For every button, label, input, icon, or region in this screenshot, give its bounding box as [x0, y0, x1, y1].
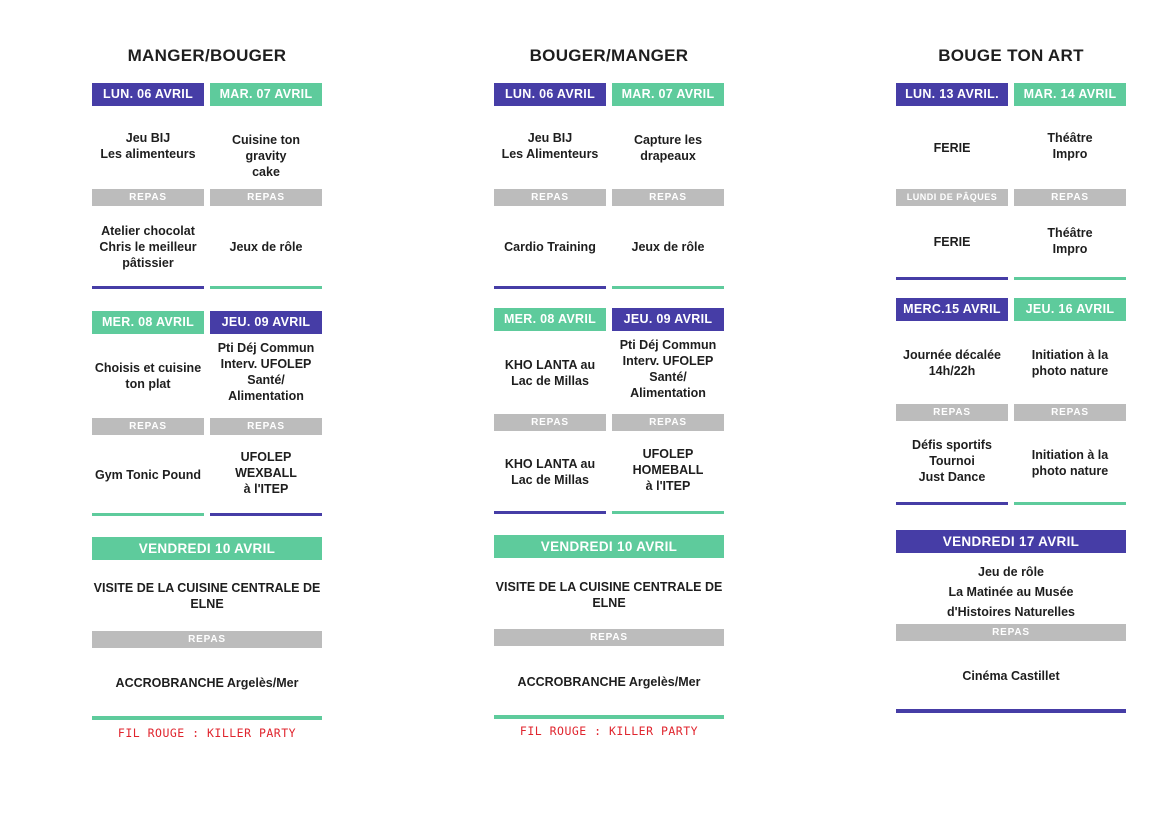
afternoon-activity	[612, 446, 724, 494]
morning-activity	[1014, 130, 1126, 162]
morning-activity	[92, 360, 204, 392]
morning-activity	[1014, 347, 1126, 379]
morning-activity-line: Initiation à la	[1031, 348, 1109, 362]
afternoon-activity-line: Impro	[1052, 242, 1088, 256]
morning-activity-line: Théâtre	[1047, 131, 1093, 145]
morning-activity	[494, 130, 606, 162]
afternoon-activity	[896, 234, 1008, 250]
afternoon-activity	[92, 467, 204, 483]
friday-morning-activity-line: ELNE	[592, 596, 626, 610]
day-divider	[1014, 277, 1126, 280]
morning-activity-line: Santé/	[247, 373, 285, 387]
friday-divider	[494, 715, 724, 719]
friday-morning-activity-line: VISITE DE LA CUISINE CENTRALE DE	[93, 581, 321, 595]
morning-activity	[92, 130, 204, 162]
day-divider	[612, 511, 724, 514]
afternoon-activity-line: Cardio Training	[504, 240, 596, 254]
day-divider	[494, 511, 606, 514]
fil-rouge-note: FIL ROUGE : KILLER PARTY	[519, 724, 699, 738]
morning-activity	[896, 140, 1008, 156]
morning-activity-line: Lac de Millas	[511, 374, 589, 388]
afternoon-activity-line: KHO LANTA au	[504, 457, 596, 471]
afternoon-activity	[494, 456, 606, 488]
morning-activity-line: Choisis et cuisine	[94, 361, 202, 375]
morning-activity-line: FERIE	[933, 141, 971, 155]
morning-activity-line: Interv. UFOLEP	[220, 357, 312, 371]
lunch-label: REPAS	[494, 189, 606, 206]
lunch-label: REPAS	[494, 414, 606, 431]
day-divider	[612, 286, 724, 289]
morning-activity	[612, 337, 724, 401]
afternoon-activity-line: pâtissier	[122, 256, 174, 270]
lunch-label: REPAS	[612, 414, 724, 431]
afternoon-activity-line: FERIE	[933, 235, 971, 249]
friday-afternoon-activity-line: Cinéma Castillet	[962, 669, 1060, 683]
afternoon-activity-line: Jeux de rôle	[229, 240, 303, 254]
afternoon-activity	[1014, 225, 1126, 257]
afternoon-activity-line: Atelier chocolat	[101, 224, 195, 238]
afternoon-activity-line: UFOLEP	[240, 450, 292, 464]
day-divider	[494, 286, 606, 289]
morning-activity	[494, 357, 606, 389]
morning-activity-line: Pti Déj Commun	[619, 338, 717, 352]
morning-activity	[210, 132, 322, 180]
friday-header: VENDREDI 17 AVRIL	[896, 530, 1126, 553]
lunch-label: REPAS	[896, 404, 1008, 421]
friday-divider	[92, 716, 322, 720]
morning-activity-line: drapeaux	[640, 149, 696, 163]
morning-activity-line: KHO LANTA au	[504, 358, 596, 372]
friday-morning-activity-line: d'Histoires Naturelles	[946, 605, 1075, 619]
day-header: MAR. 07 AVRIL	[612, 83, 724, 106]
afternoon-activity	[1014, 447, 1126, 479]
day-header: LUN. 06 AVRIL	[494, 83, 606, 106]
afternoon-activity-line: Initiation à la	[1031, 448, 1109, 462]
friday-morning-activity	[92, 580, 322, 612]
day-header: LUN. 06 AVRIL	[92, 83, 204, 106]
afternoon-activity-line: Défis sportifs	[912, 438, 992, 452]
afternoon-activity-line: UFOLEP	[642, 447, 694, 461]
day-header: MAR. 07 AVRIL	[210, 83, 322, 106]
day-divider	[896, 502, 1008, 505]
afternoon-activity-line: Just Dance	[918, 470, 986, 484]
afternoon-activity	[210, 449, 322, 497]
friday-afternoon-activity-line: ACCROBRANCHE Argelès/Mer	[517, 675, 701, 689]
afternoon-activity-line: WEXBALL	[235, 466, 297, 480]
friday-afternoon-activity	[92, 675, 322, 691]
friday-morning-activity	[494, 579, 724, 611]
column-title: BOUGE TON ART	[938, 46, 1084, 65]
lunch-label: REPAS	[210, 418, 322, 435]
column-title: MANGER/BOUGER	[127, 46, 287, 65]
lunch-label: LUNDI DE PÂQUES	[896, 189, 1008, 206]
day-header: MERC.15 AVRIL	[896, 298, 1008, 321]
friday-lunch-label: REPAS	[896, 624, 1126, 641]
lunch-label: REPAS	[210, 189, 322, 206]
morning-activity	[612, 132, 724, 164]
lunch-label: REPAS	[1014, 189, 1126, 206]
morning-activity-line: Santé/	[649, 370, 687, 384]
day-divider	[896, 277, 1008, 280]
column-title: BOUGER/MANGER	[529, 46, 689, 65]
afternoon-activity-line: à l'ITEP	[645, 479, 691, 493]
morning-activity-line: Les Alimenteurs	[501, 147, 599, 161]
afternoon-activity	[210, 239, 322, 255]
afternoon-activity-line: Tournoi	[929, 454, 975, 468]
morning-activity	[896, 347, 1008, 379]
morning-activity-line: Capture les	[633, 133, 703, 147]
day-divider	[92, 513, 204, 516]
morning-activity-line: Les alimenteurs	[100, 147, 196, 161]
day-header: LUN. 13 AVRIL.	[896, 83, 1008, 106]
day-header: JEU. 09 AVRIL	[210, 311, 322, 334]
friday-divider	[896, 709, 1126, 713]
afternoon-activity-line: Théâtre	[1047, 226, 1093, 240]
afternoon-activity	[896, 437, 1008, 485]
friday-lunch-label: REPAS	[92, 631, 322, 648]
friday-morning-activity-line: ELNE	[190, 597, 224, 611]
day-header: MER. 08 AVRIL	[92, 311, 204, 334]
lunch-label: REPAS	[1014, 404, 1126, 421]
day-header: JEU. 16 AVRIL	[1014, 298, 1126, 321]
afternoon-activity-line: Lac de Millas	[511, 473, 589, 487]
lunch-label: REPAS	[92, 189, 204, 206]
morning-activity-line: Alimentation	[228, 389, 304, 403]
friday-header: VENDREDI 10 AVRIL	[494, 535, 724, 558]
friday-header: VENDREDI 10 AVRIL	[92, 537, 322, 560]
day-divider	[210, 513, 322, 516]
fil-rouge-note: FIL ROUGE : KILLER PARTY	[117, 726, 297, 740]
afternoon-activity-line: Jeux de rôle	[631, 240, 705, 254]
day-header: JEU. 09 AVRIL	[612, 308, 724, 331]
friday-morning-activity-line: VISITE DE LA CUISINE CENTRALE DE	[495, 580, 723, 594]
afternoon-activity-line: Gym Tonic Pound	[94, 468, 202, 482]
friday-afternoon-activity	[494, 674, 724, 690]
friday-afternoon-activity-line: ACCROBRANCHE Argelès/Mer	[115, 676, 299, 690]
day-header: MER. 08 AVRIL	[494, 308, 606, 331]
afternoon-activity-line: HOMEBALL	[632, 463, 704, 477]
morning-activity-line: Alimentation	[630, 386, 706, 400]
day-header: MAR. 14 AVRIL	[1014, 83, 1126, 106]
afternoon-activity-line: Chris le meilleur	[99, 240, 197, 254]
morning-activity-line: Journée décalée	[903, 348, 1001, 362]
friday-morning-activity-line: Jeu de rôle	[978, 565, 1044, 579]
morning-activity	[210, 340, 322, 404]
afternoon-activity-line: à l'ITEP	[243, 482, 289, 496]
afternoon-activity	[612, 239, 724, 255]
afternoon-activity-line: photo nature	[1031, 464, 1109, 478]
morning-activity-line: Cuisine ton gravity	[231, 133, 301, 163]
friday-afternoon-activity	[896, 668, 1126, 684]
morning-activity-line: cake	[252, 165, 280, 179]
friday-lunch-label: REPAS	[494, 629, 724, 646]
morning-activity-line: photo nature	[1031, 364, 1109, 378]
morning-activity-line: Pti Déj Commun	[217, 341, 315, 355]
morning-activity-line: Impro	[1052, 147, 1088, 161]
lunch-label: REPAS	[612, 189, 724, 206]
morning-activity-line: Jeu BIJ	[125, 131, 171, 145]
day-divider	[92, 286, 204, 289]
morning-activity-line: Interv. UFOLEP	[622, 354, 714, 368]
morning-activity-line: Jeu BIJ	[527, 131, 573, 145]
friday-morning-activity-line: La Matinée au Musée	[948, 585, 1074, 599]
friday-morning-activity	[896, 562, 1126, 622]
afternoon-activity	[494, 239, 606, 255]
morning-activity-line: ton plat	[125, 377, 171, 391]
morning-activity-line: 14h/22h	[928, 364, 976, 378]
day-divider	[210, 286, 322, 289]
afternoon-activity	[92, 223, 204, 271]
day-divider	[1014, 502, 1126, 505]
lunch-label: REPAS	[92, 418, 204, 435]
